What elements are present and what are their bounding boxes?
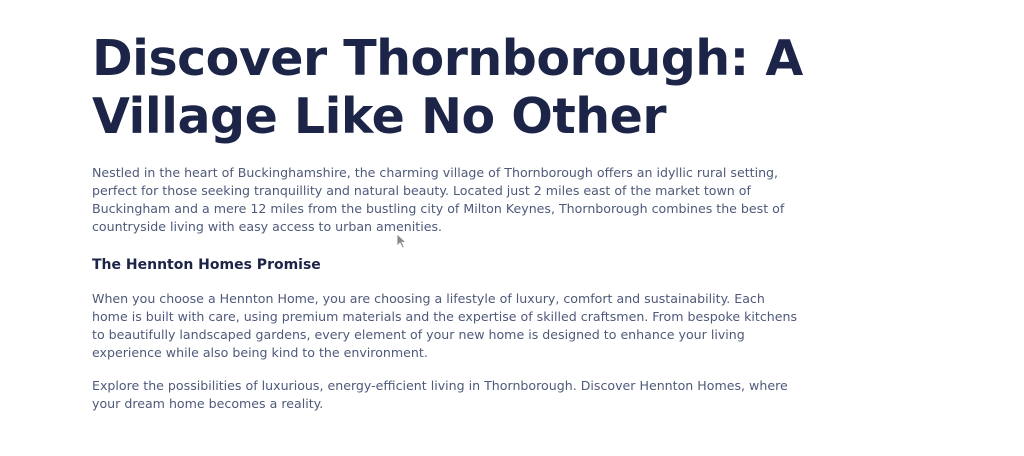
mouse-pointer-icon bbox=[396, 233, 408, 249]
section-heading: The Hennton Homes Promise bbox=[92, 257, 321, 273]
body-paragraph: Explore the possibilities of luxurious, energy-efficient living in Thornborough. Discover Hennton Homes, where your dream home becomes a reality. bbox=[92, 378, 788, 411]
intro-paragraph: Nestled in the heart of Buckinghamshire, the charming village of Thornborough offers an idyllic rural setting, perfect for those seeking tranquillity and natural beauty. Located just 2 miles east of the market town of Buckingham and a mere 12 miles from the bustling city of Milton Keynes, Thornborough combines the best of countryside living with easy access to urban amenities. bbox=[92, 165, 785, 234]
article bbox=[92, 30, 804, 413]
body-paragraph: When you choose a Hennton Home, you are choosing a lifestyle of luxury, comfort and sustainability. Each home is built with care, using premium materials and the expertise of skilled craftsmen. From bespoke kitchens to beautifully landscaped gardens, every element of your new home is designed to enhance your living experience while also being kind to the environment. bbox=[92, 291, 798, 360]
page-title: Discover Thornborough: A Village Like No Other bbox=[92, 30, 803, 145]
